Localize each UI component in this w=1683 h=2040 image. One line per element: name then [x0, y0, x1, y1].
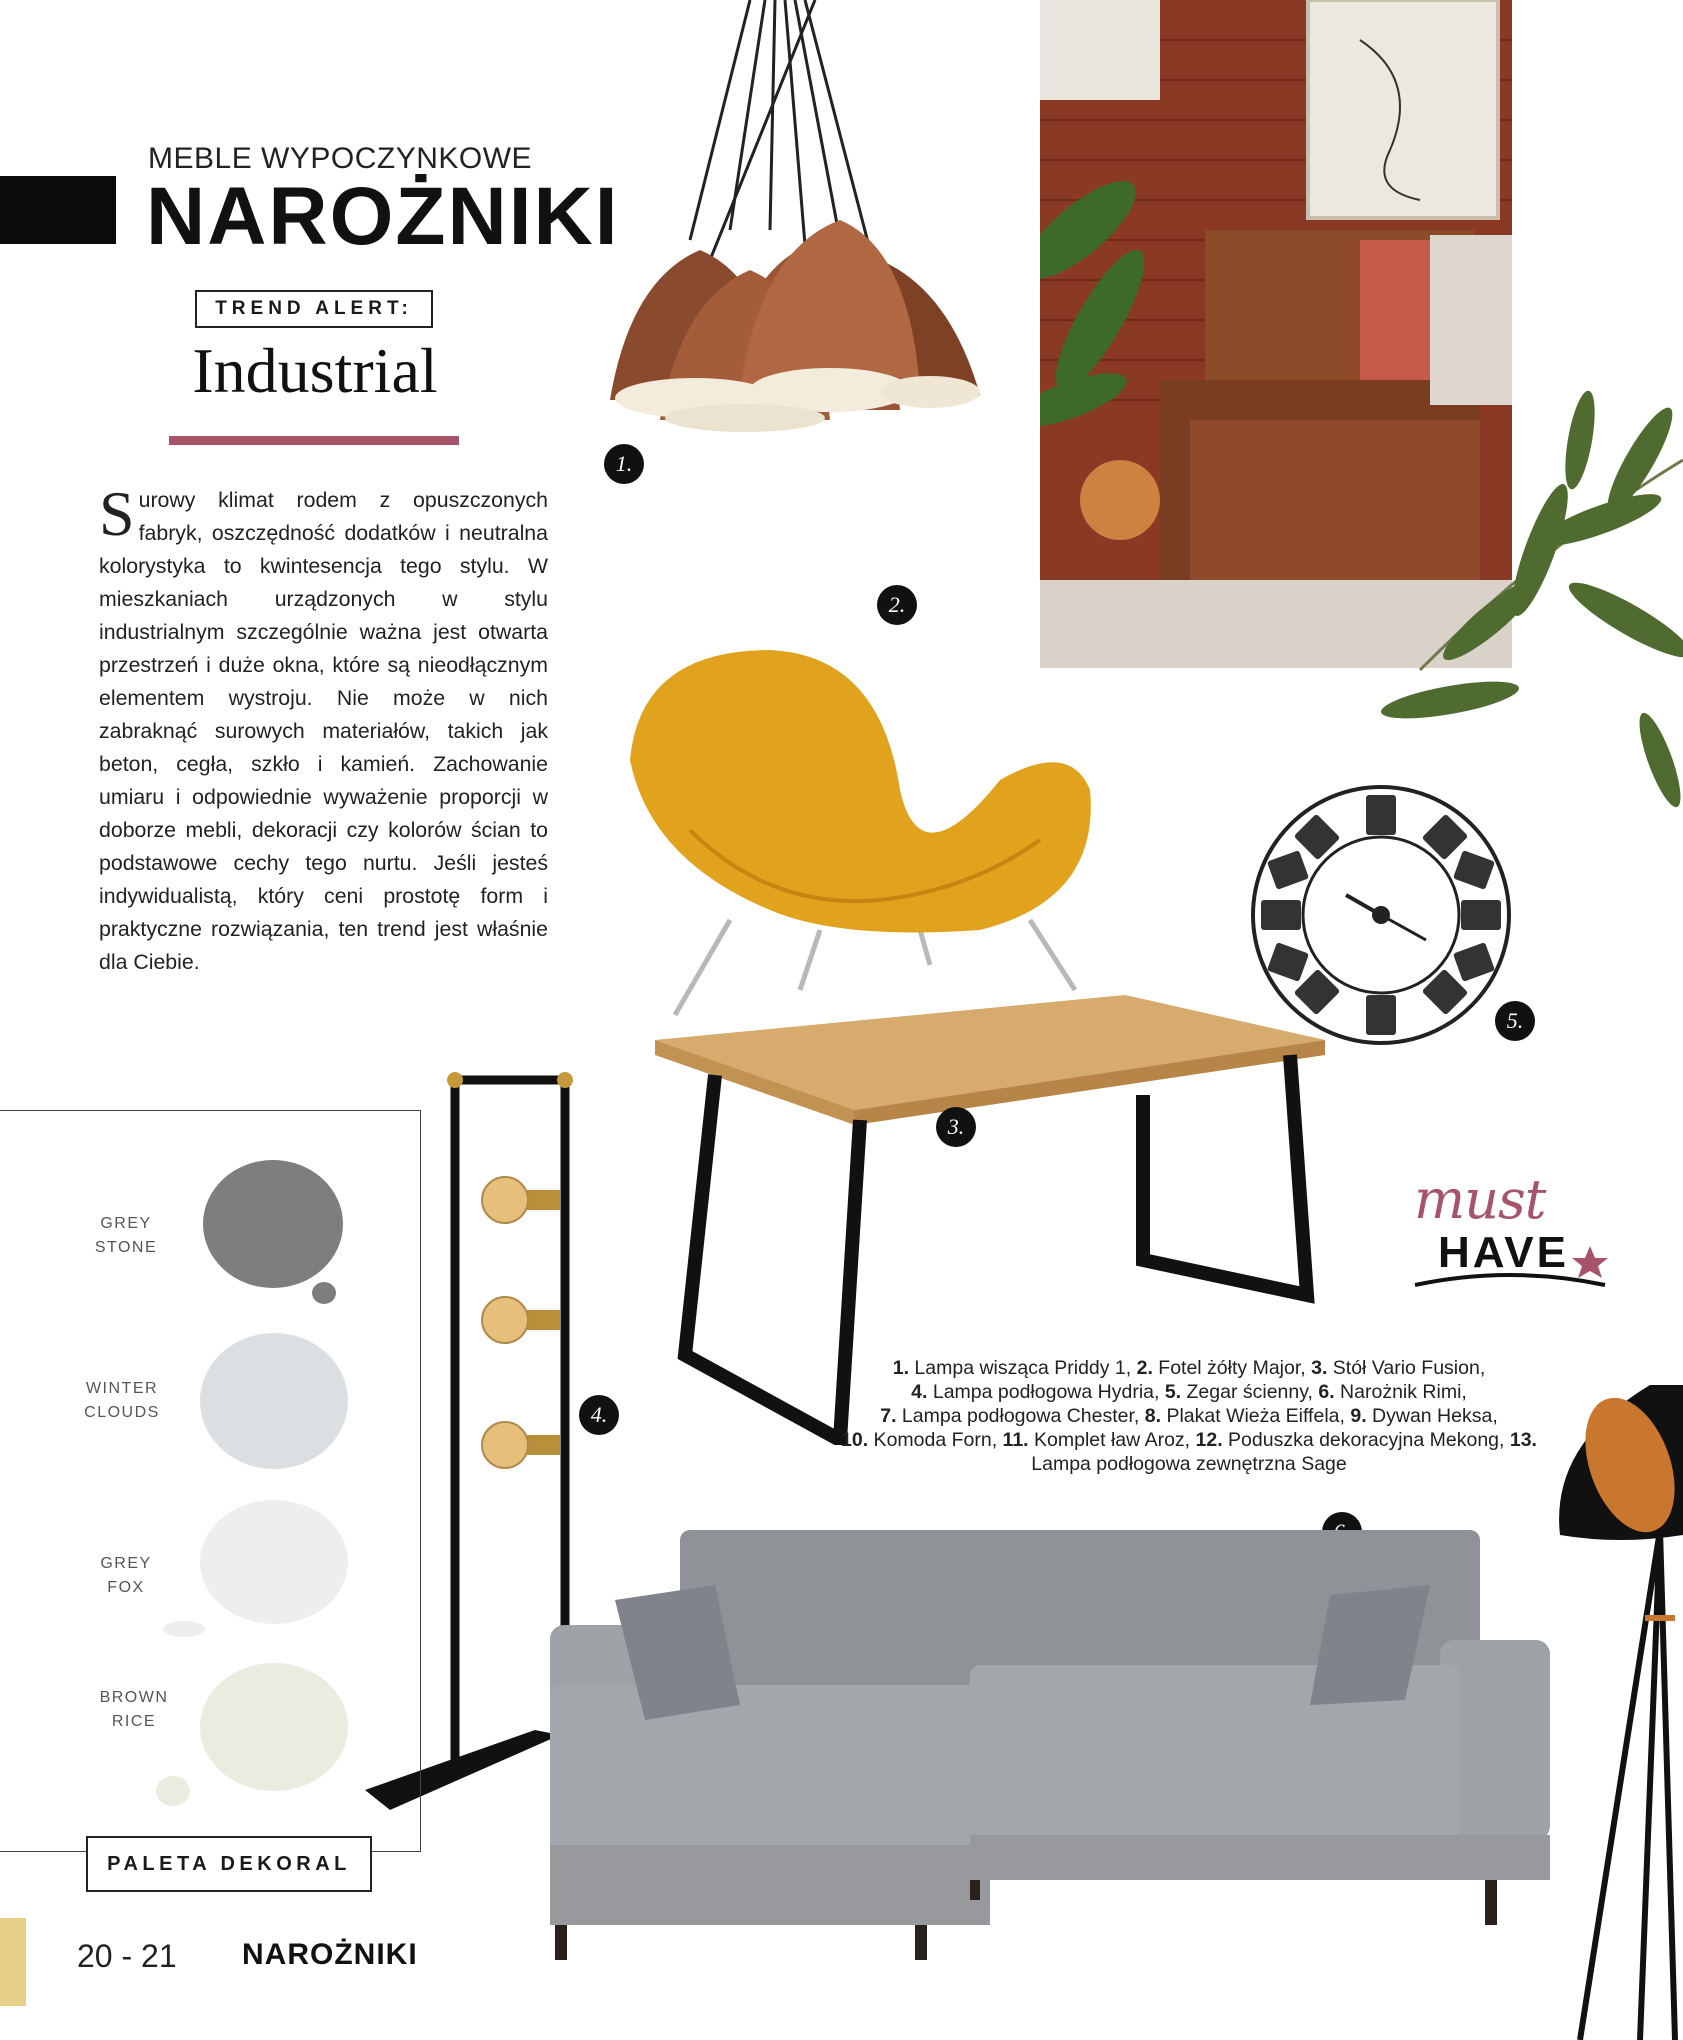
swatch-label-line: RICE	[111, 1713, 157, 1730]
product-list-line	[830, 1356, 1548, 1380]
product-number: 11.	[1002, 1429, 1029, 1451]
swatch-label-line: FOX	[107, 1579, 145, 1596]
product-number: 2.	[1136, 1357, 1153, 1379]
page-title: NAROŻNIKI	[146, 171, 620, 262]
product-list	[830, 1356, 1548, 1476]
product-list-line	[830, 1428, 1548, 1476]
product-name: Fotel żółty Major,	[1152, 1357, 1312, 1379]
swatch-drop	[312, 1282, 336, 1304]
swatch-label-grey-stone	[56, 1212, 196, 1260]
product-number: 5.	[1164, 1381, 1182, 1403]
footer-section-title: NAROŻNIKI	[242, 1938, 418, 1971]
product-number: 1.	[892, 1357, 909, 1379]
must-have-script: must	[1414, 1168, 1546, 1231]
page-numbers: 20 - 21	[77, 1938, 177, 1974]
palette-title: PALETA DEKORAL	[86, 1836, 372, 1892]
must-have-bold: HAVE	[1438, 1228, 1569, 1277]
product-name: Komoda Forn,	[868, 1429, 1003, 1451]
product-number: 7.	[880, 1405, 897, 1427]
product-list-line	[830, 1404, 1548, 1428]
product-name: Poduszka dekoracyjna Mekong,	[1222, 1429, 1510, 1451]
product-name: Lampa podłogowa zewnętrzna Sage	[1031, 1453, 1347, 1475]
swatch-drop	[163, 1621, 205, 1637]
trend-alert-badge: TREND ALERT:	[195, 290, 433, 328]
header-black-bar	[0, 176, 116, 244]
swatch-label-grey-fox	[56, 1552, 196, 1600]
product-name: Lampa podłogowa Hydria,	[927, 1381, 1165, 1403]
swatch-label-line: GREY	[100, 1215, 152, 1232]
marker-3: 3.	[936, 1107, 976, 1147]
swatch-label-line: CLOUDS	[84, 1404, 160, 1421]
product-name: Narożnik Rimi,	[1334, 1381, 1467, 1403]
product-number: 9.	[1350, 1405, 1367, 1427]
product-number: 13.	[1509, 1429, 1537, 1451]
swatch-brown-rice	[200, 1663, 348, 1791]
swatch-label-line: STONE	[94, 1239, 158, 1256]
product-number: 8.	[1144, 1405, 1162, 1427]
swatch-label-line: BROWN	[99, 1689, 169, 1706]
product-list-line	[830, 1380, 1548, 1404]
product-number: 10.	[841, 1429, 869, 1451]
category-label: MEBLE WYPOCZYNKOWE	[148, 142, 533, 175]
product-name: Stół Vario Fusion,	[1327, 1357, 1486, 1379]
product-number: 3.	[1311, 1357, 1328, 1379]
black-floor-lamp-image	[1540, 1365, 1683, 2040]
corner-sofa-image	[510, 1525, 1570, 1960]
pendant-lamp-image	[570, 0, 990, 450]
product-name: Dywan Heksa,	[1366, 1405, 1498, 1427]
accent-divider	[169, 436, 459, 445]
marker-4: 4.	[579, 1395, 619, 1435]
marker-1: 1.	[604, 444, 644, 484]
must-have-swoosh	[1410, 1240, 1615, 1300]
marker-5: 5.	[1495, 1001, 1535, 1041]
product-name: Komplet ław Aroz,	[1028, 1429, 1196, 1451]
product-name: Plakat Wieża Eiffela,	[1161, 1405, 1351, 1427]
swatch-winter-clouds	[200, 1333, 348, 1469]
swatch-drop	[156, 1776, 190, 1806]
trend-name: Industrial	[192, 335, 438, 406]
swatch-label-brown-rice	[64, 1686, 204, 1734]
product-name: Lampa wisząca Priddy 1,	[909, 1357, 1137, 1379]
product-number: 6.	[1318, 1381, 1335, 1403]
swatch-label-winter-clouds	[52, 1377, 192, 1425]
marker-2: 2.	[877, 585, 917, 625]
product-name: Zegar ścienny,	[1181, 1381, 1319, 1403]
footer-accent-bar	[0, 1918, 26, 2006]
swatch-label-line: GREY	[100, 1555, 152, 1572]
product-number: 12.	[1195, 1429, 1223, 1451]
article-text	[99, 478, 548, 979]
swatch-grey-stone	[203, 1160, 343, 1288]
swatch-grey-fox	[200, 1500, 348, 1624]
product-name: Lampa podłogowa Chester,	[896, 1405, 1145, 1427]
drop-cap: S	[99, 478, 135, 549]
yellow-armchair-image	[620, 640, 1120, 1030]
swatch-label-line: WINTER	[85, 1380, 159, 1397]
product-number: 4.	[911, 1381, 928, 1403]
article-body: urowy klimat rodem z opuszczonych fabryk, oszczędność dodatków i neutralna kolorystyka to kwintesencja tego stylu. W mieszkaniach urządzonych w stylu industrialnym szczególnie ważna jest otwarta przestrzeń i duże okna, które są nieodłącznym elementem wystroju. Nie może w nich zabraknąć surowych materiałów, takich jak beton, cegła, szkło i kamień. Zachowanie umiaru i odpowiednie wyważenie proporcji w doborze mebli, dekoracji czy kolorów ścian to podstawowe cechy tego nurtu. Jeśli jesteś indywidualistą, który ceni prostotę form i praktyczne rozwiązania, ten trend jest właśnie dla Ciebie.	[99, 488, 548, 974]
